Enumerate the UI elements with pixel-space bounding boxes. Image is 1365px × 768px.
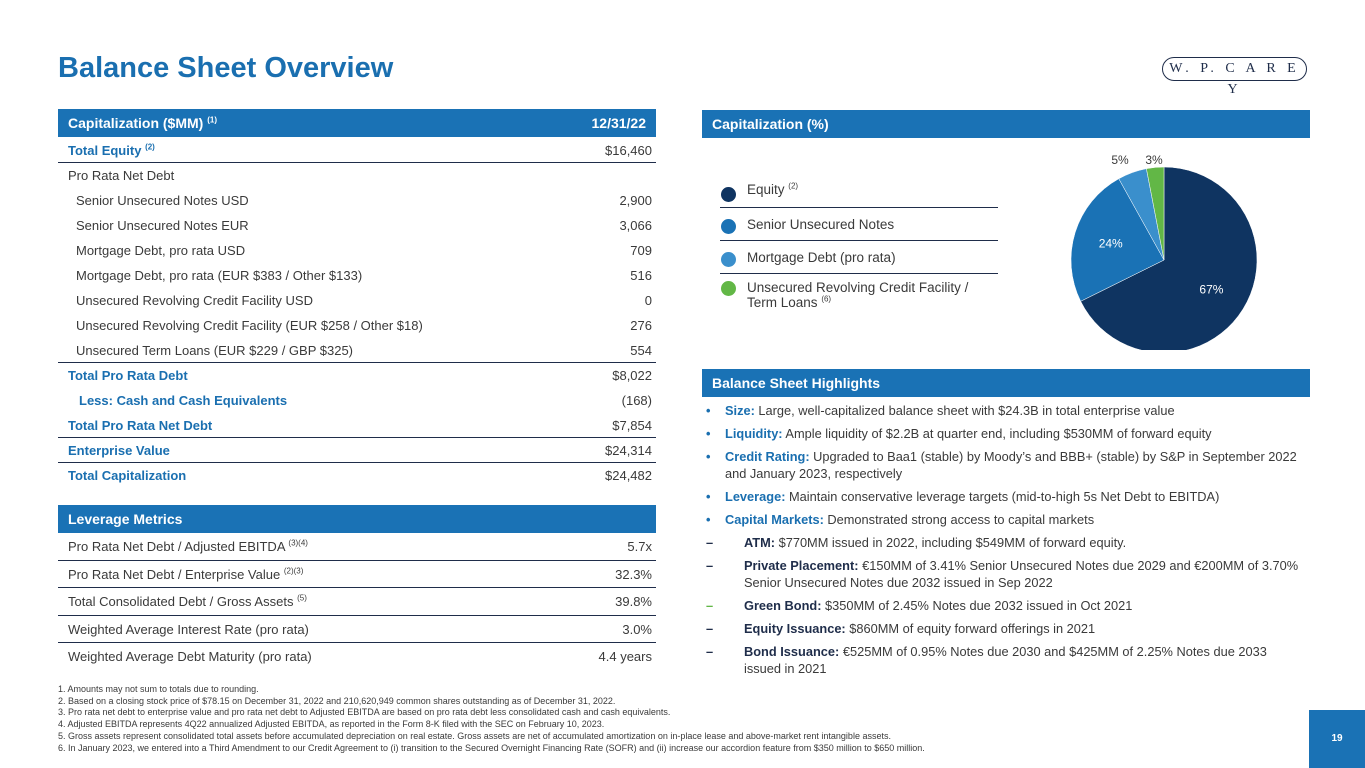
pie-slice-label: 3% bbox=[1145, 153, 1163, 167]
legend-label: Unsecured Revolving Credit Facility / Term Loans bbox=[747, 280, 969, 310]
legend-label: Senior Unsecured Notes bbox=[747, 217, 895, 232]
company-logo: W. P. C A R E Y bbox=[1162, 57, 1307, 81]
highlight-item bbox=[706, 425, 1306, 442]
footnote: 3. Pro rata net debt to enterprise value and pro rata net debt to Adjusted EBITDA are based on pro rata debt less consolidated cash and cash equivalents. bbox=[58, 707, 671, 718]
cap-row-value: $8,022 bbox=[612, 368, 652, 383]
footnote: 2. Based on a closing stock price of $78.15 on December 31, 2022 and 210,620,949 common shares outstanding as of December 31, 2022. bbox=[58, 695, 616, 706]
dash-icon: – bbox=[706, 535, 714, 550]
leverage-row-label: Weighted Average Interest Rate (pro rata) bbox=[68, 621, 309, 637]
highlight-key: Bond Issuance: bbox=[744, 644, 840, 659]
highlight-item bbox=[706, 620, 1306, 637]
legend-sup: (2) bbox=[788, 181, 799, 191]
dash-icon: – bbox=[706, 644, 714, 659]
cap-table bbox=[58, 138, 656, 488]
cap-table-row bbox=[58, 363, 656, 388]
cap-table-row bbox=[58, 138, 656, 163]
legend-sup: (6) bbox=[821, 294, 832, 304]
cap-table-row bbox=[58, 163, 656, 188]
bullet-icon: • bbox=[706, 449, 711, 464]
highlights-header: Balance Sheet Highlights bbox=[702, 369, 1310, 397]
cap-row-value: $24,482 bbox=[605, 468, 652, 483]
leverage-row-sup: (5) bbox=[297, 593, 307, 603]
leverage-row bbox=[58, 643, 656, 671]
cap-row-label: Unsecured Revolving Credit Facility USD bbox=[76, 293, 313, 308]
cap-row-value: 554 bbox=[630, 343, 652, 358]
highlight-key: Liquidity: bbox=[725, 426, 783, 441]
highlight-text: Large, well-capitalized balance sheet with $24.3B in total enterprise value bbox=[754, 403, 1175, 418]
cap-row-label: Senior Unsecured Notes EUR bbox=[76, 218, 249, 233]
cap-table-row bbox=[58, 213, 656, 238]
dash-icon: – bbox=[706, 558, 714, 573]
highlight-key: Private Placement: bbox=[744, 558, 859, 573]
leverage-row-value: 4.4 years bbox=[598, 649, 652, 665]
cap-pie-chart bbox=[1064, 150, 1264, 350]
footnote: 1. Amounts may not sum to totals due to rounding. bbox=[58, 684, 259, 694]
cap-row-label: Total Capitalization bbox=[68, 468, 187, 483]
leverage-row-label: Total Consolidated Debt / Gross Assets bbox=[68, 594, 294, 610]
page-title: Balance Sheet Overview bbox=[58, 52, 394, 84]
bullet-icon: • bbox=[706, 426, 711, 441]
cap-table-header-label: Capitalization ($MM) bbox=[68, 115, 204, 131]
highlight-text: Maintain conservative leverage targets (mid-to-high 5s Net Debt to EBITDA) bbox=[785, 489, 1220, 504]
cap-row-label: Unsecured Term Loans (EUR $229 / GBP $325) bbox=[76, 343, 353, 358]
highlight-key: Credit Rating: bbox=[725, 449, 810, 464]
cap-table-row bbox=[58, 413, 656, 438]
cap-table-row bbox=[58, 438, 656, 463]
page-number: 19 bbox=[1309, 710, 1365, 768]
pie-slice-label: 5% bbox=[1111, 153, 1129, 167]
cap-row-value: $24,314 bbox=[605, 443, 652, 458]
bullet-icon: • bbox=[706, 403, 711, 418]
highlight-key: Green Bond: bbox=[744, 598, 822, 613]
cap-row-value: 0 bbox=[644, 293, 652, 308]
cap-table-date: 12/31/22 bbox=[591, 115, 646, 131]
cap-row-label: Enterprise Value bbox=[68, 443, 170, 458]
cap-row-value: $16,460 bbox=[605, 143, 652, 158]
cap-row-value: 2,900 bbox=[619, 193, 652, 208]
cap-row-value: $7,854 bbox=[612, 418, 652, 433]
leverage-row bbox=[58, 561, 656, 589]
footnotes bbox=[58, 684, 1278, 754]
legend-item bbox=[720, 241, 998, 274]
cap-table-row bbox=[58, 288, 656, 313]
highlight-text: €150MM of 3.41% Senior Unsecured Notes due 2029 and €200MM of 3.70% Senior Unsecured Notes due 2032 issued in Sep 2022 bbox=[744, 558, 1299, 590]
cap-row-value: 516 bbox=[630, 268, 652, 283]
legend-swatch-icon bbox=[721, 187, 736, 202]
highlight-key: Size: bbox=[725, 403, 755, 418]
leverage-header: Leverage Metrics bbox=[58, 505, 656, 533]
leverage-row bbox=[58, 533, 656, 561]
cap-row-value: (168) bbox=[621, 393, 652, 408]
cap-row-label: Pro Rata Net Debt bbox=[68, 168, 175, 183]
highlight-text: Demonstrated strong access to capital markets bbox=[823, 512, 1095, 527]
leverage-row bbox=[58, 588, 656, 616]
cap-table-row bbox=[58, 263, 656, 288]
cap-row-value: 709 bbox=[630, 243, 652, 258]
leverage-row-sup: (2)(3) bbox=[283, 566, 304, 576]
cap-row-label: Senior Unsecured Notes USD bbox=[76, 193, 249, 208]
highlight-text: $770MM issued in 2022, including $549MM of forward equity. bbox=[775, 535, 1127, 550]
highlight-item bbox=[706, 597, 1306, 614]
cap-row-label: Mortgage Debt, pro rata (EUR $383 / Other $133) bbox=[76, 268, 363, 283]
cap-row-label: Total Pro Rata Net Debt bbox=[68, 418, 213, 433]
cap-row-value: 276 bbox=[630, 318, 652, 333]
footnote: 6. In January 2023, we entered into a Third Amendment to our Credit Agreement to (i) transition to the Secured Overnight Financing Rate (SOFR) and (ii) increase our accordion feature from $350 million to $650 million. bbox=[58, 742, 925, 753]
highlight-item bbox=[706, 402, 1306, 419]
cap-table-row bbox=[58, 338, 656, 363]
highlight-key: Equity Issuance: bbox=[744, 621, 846, 636]
cap-row-sup: (2) bbox=[145, 142, 155, 152]
footnote: 4. Adjusted EBITDA represents 4Q22 annualized Adjusted EBITDA, as reported in the Form 8-K filed with the SEC on February 10, 2023. bbox=[58, 719, 605, 730]
cap-table-header-sup: (1) bbox=[207, 115, 218, 125]
highlights-list bbox=[706, 402, 1306, 683]
highlight-item bbox=[706, 557, 1306, 591]
cap-row-label: Less: Cash and Cash Equivalents bbox=[79, 393, 288, 408]
cap-row-label: Mortgage Debt, pro rata USD bbox=[76, 243, 246, 258]
highlight-key: Leverage: bbox=[725, 489, 786, 504]
legend-swatch-icon bbox=[721, 219, 736, 234]
pie-slice-label: 67% bbox=[1199, 282, 1224, 297]
cap-table-header bbox=[58, 109, 656, 137]
legend-item bbox=[720, 208, 998, 241]
highlight-text: Upgraded to Baa1 (stable) by Moody’s and BBB+ (stable) by S&P in September 2022 and January 2023, respectively bbox=[725, 449, 1297, 481]
leverage-row-label: Pro Rata Net Debt / Adjusted EBITDA bbox=[68, 539, 285, 554]
leverage-row-label: Pro Rata Net Debt / Enterprise Value bbox=[68, 566, 281, 582]
highlight-text: $860MM of equity forward offerings in 2021 bbox=[845, 621, 1096, 636]
cap-row-label: Total Equity bbox=[68, 143, 142, 158]
highlight-item bbox=[706, 643, 1306, 677]
leverage-row-value: 3.0% bbox=[622, 621, 652, 637]
legend-swatch-icon bbox=[721, 281, 736, 296]
dash-icon: – bbox=[706, 621, 714, 636]
highlight-key: ATM: bbox=[744, 535, 776, 550]
highlight-item bbox=[706, 511, 1306, 528]
bullet-icon: • bbox=[706, 512, 711, 527]
dash-icon: – bbox=[706, 598, 714, 613]
highlight-text: $350MM of 2.45% Notes due 2032 issued in Oct 2021 bbox=[821, 598, 1133, 613]
leverage-row-value: 32.3% bbox=[615, 566, 652, 582]
cap-row-value: 3,066 bbox=[619, 218, 652, 233]
cap-table-row bbox=[58, 313, 656, 338]
cap-table-row bbox=[58, 238, 656, 263]
highlight-item bbox=[706, 534, 1306, 551]
legend-swatch-icon bbox=[721, 252, 736, 267]
cap-row-label: Unsecured Revolving Credit Facility (EUR $258 / Other $18) bbox=[76, 318, 423, 333]
leverage-table bbox=[58, 533, 656, 671]
highlight-key: Capital Markets: bbox=[725, 512, 824, 527]
cap-table-row bbox=[58, 188, 656, 213]
legend-label: Mortgage Debt (pro rata) bbox=[747, 250, 896, 265]
footnote: 5. Gross assets represent consolidated total assets before accumulated depreciation on real estate. Gross assets are net of accumulated amortization on in-place lease and above-market rent intangible assets. bbox=[58, 730, 891, 741]
cap-table-row bbox=[58, 388, 656, 413]
leverage-row-value: 5.7x bbox=[627, 539, 652, 554]
legend-item bbox=[720, 274, 998, 314]
highlight-text: Ample liquidity of $2.2B at quarter end, including $530MM of forward equity bbox=[782, 426, 1212, 441]
legend-label: Equity bbox=[747, 182, 785, 197]
cap-pct-legend bbox=[720, 177, 998, 314]
cap-pct-header: Capitalization (%) bbox=[702, 110, 1310, 138]
legend-item bbox=[720, 177, 998, 208]
cap-table-row bbox=[58, 463, 656, 488]
leverage-row-label: Weighted Average Debt Maturity (pro rata) bbox=[68, 649, 312, 665]
highlight-item bbox=[706, 448, 1306, 482]
cap-row-label: Total Pro Rata Debt bbox=[68, 368, 188, 383]
leverage-row-value: 39.8% bbox=[615, 594, 652, 610]
leverage-row-sup: (3)(4) bbox=[288, 538, 308, 548]
highlight-text: €525MM of 0.95% Notes due 2030 and $425MM of 2.25% Notes due 2033 issued in 2021 bbox=[744, 644, 1267, 676]
bullet-icon: • bbox=[706, 489, 711, 504]
highlight-item bbox=[706, 488, 1306, 505]
leverage-row bbox=[58, 616, 656, 644]
pie-slice-label: 24% bbox=[1098, 236, 1123, 251]
